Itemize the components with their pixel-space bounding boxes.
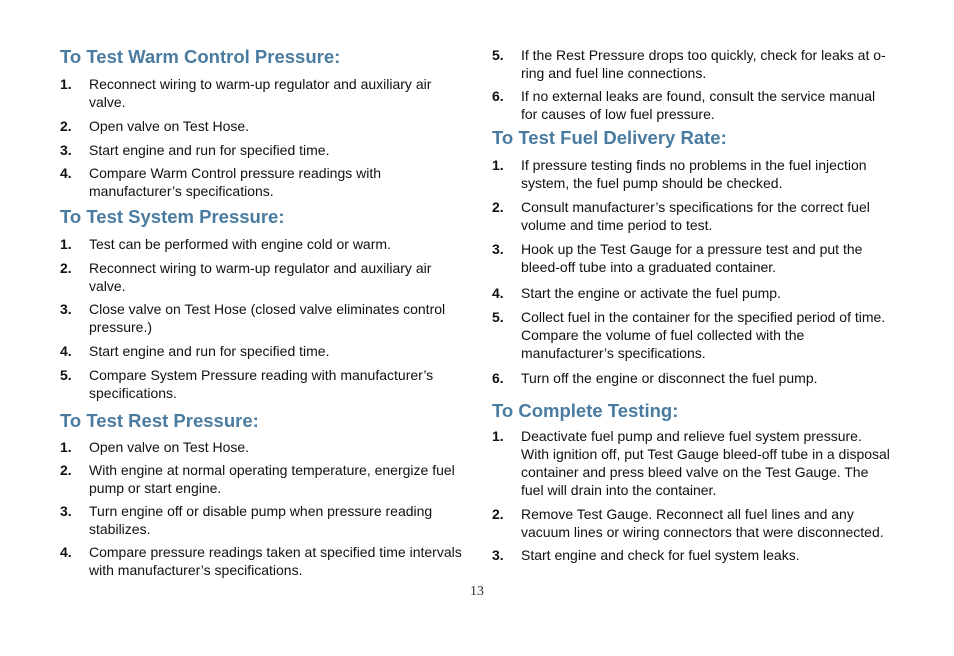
step-text: If no external leaks are found, consult the service manual for causes of low fuel pressure. — [521, 88, 876, 122]
page-number: 13 — [470, 584, 484, 599]
fuel-delivery-heading: To Test Fuel Delivery Rate: — [492, 127, 727, 148]
complete-testing-steps — [492, 427, 892, 564]
step-text: Start engine and run for specified time. — [89, 343, 330, 359]
step-text: Turn off the engine or disconnect the fuel pump. — [521, 370, 818, 386]
step-item — [492, 546, 892, 564]
step-text: Start engine and run for specified time. — [89, 142, 330, 158]
step-number: 3. — [60, 301, 72, 317]
system-pressure-heading: To Test System Pressure: — [60, 206, 285, 227]
step-number: 6. — [492, 370, 504, 386]
step-number: 1. — [492, 428, 504, 444]
step-item — [60, 461, 470, 497]
step-text: Start the engine or activate the fuel pump. — [521, 285, 781, 301]
step-text: Deactivate fuel pump and relieve fuel system pressure. With ignition off, put Test Gauge bleed-off tube in a disposal container and press bleed valve on the Test Gauge. The fuel will drain into the container. — [521, 428, 890, 498]
step-number: 3. — [60, 142, 72, 158]
step-number: 1. — [60, 439, 72, 455]
complete-testing-heading: To Complete Testing: — [492, 400, 679, 421]
step-number: 2. — [60, 260, 72, 276]
step-item — [492, 156, 892, 192]
step-text: Start engine and check for fuel system leaks. — [521, 547, 800, 563]
step-text: If the Rest Pressure drops too quickly, check for leaks at o-ring and fuel line connections. — [521, 47, 886, 81]
step-item — [492, 308, 892, 362]
fuel-delivery-steps — [492, 156, 892, 387]
step-number: 2. — [60, 462, 72, 478]
step-item — [60, 235, 470, 253]
system-pressure-steps — [60, 235, 470, 402]
step-number: 1. — [60, 76, 72, 92]
step-text: Compare System Pressure reading with manufacturer’s specifications. — [89, 367, 434, 401]
step-number: 3. — [492, 547, 504, 563]
step-text: If pressure testing finds no problems in the fuel injection system, the fuel pump should be checked. — [521, 157, 867, 191]
rest-pressure-heading: To Test Rest Pressure: — [60, 410, 259, 431]
step-text: Test can be performed with engine cold or warm. — [89, 236, 391, 252]
step-number: 2. — [492, 199, 504, 215]
step-item — [492, 505, 892, 541]
rest-pressure-steps — [60, 438, 470, 579]
step-number: 4. — [60, 165, 72, 181]
step-item — [492, 198, 892, 234]
step-text: Reconnect wiring to warm-up regulator and auxiliary air valve. — [89, 76, 432, 110]
warm-control-steps — [60, 75, 470, 200]
step-text: Collect fuel in the container for the specified period of time. Compare the volume of fuel collected with the manufacturer’s specifications. — [521, 309, 886, 361]
step-number: 4. — [60, 343, 72, 359]
step-item — [492, 284, 892, 302]
step-text: Open valve on Test Hose. — [89, 118, 250, 134]
step-text: Turn engine off or disable pump when pressure reading stabilizes. — [89, 503, 433, 537]
step-number: 5. — [492, 309, 504, 325]
step-text: Close valve on Test Hose (closed valve eliminates control pressure.) — [89, 301, 446, 335]
step-item — [60, 300, 470, 336]
step-item — [492, 427, 892, 499]
step-item — [60, 366, 470, 402]
step-text: With engine at normal operating temperature, energize fuel pump or start engine. — [89, 462, 455, 496]
step-item — [60, 259, 470, 295]
step-item — [60, 164, 470, 200]
step-number: 1. — [60, 236, 72, 252]
step-number: 1. — [492, 157, 504, 173]
step-number: 3. — [60, 503, 72, 519]
step-item — [60, 75, 470, 111]
warm-control-heading: To Test Warm Control Pressure: — [60, 46, 341, 67]
step-item — [60, 342, 470, 360]
step-item — [60, 141, 470, 159]
step-text: Hook up the Test Gauge for a pressure test and put the bleed-off tube into a graduated container. — [521, 241, 863, 275]
step-item — [60, 502, 470, 538]
rest-pressure-continued-steps — [492, 46, 892, 123]
step-text: Compare Warm Control pressure readings with manufacturer’s specifications. — [89, 165, 382, 199]
step-item — [60, 438, 470, 456]
step-number: 5. — [60, 367, 72, 383]
step-item — [492, 87, 892, 123]
step-number: 3. — [492, 241, 504, 257]
step-number: 4. — [492, 285, 504, 301]
step-item — [492, 240, 892, 276]
step-text: Open valve on Test Hose. — [89, 439, 250, 455]
step-number: 5. — [492, 47, 504, 63]
step-number: 2. — [492, 506, 504, 522]
step-number: 4. — [60, 544, 72, 560]
step-number: 6. — [492, 88, 504, 104]
step-number: 2. — [60, 118, 72, 134]
step-text: Reconnect wiring to warm-up regulator and auxiliary air valve. — [89, 260, 432, 294]
step-text: Consult manufacturer’s specifications for the correct fuel volume and time period to test. — [521, 199, 870, 233]
step-item — [60, 117, 470, 135]
step-item — [60, 543, 470, 579]
step-item — [492, 369, 892, 387]
step-text: Remove Test Gauge. Reconnect all fuel lines and any vacuum lines or wiring connectors that were disconnected. — [521, 506, 884, 540]
step-item — [492, 46, 892, 82]
step-text: Compare pressure readings taken at specified time intervals with manufacturer’s specifications. — [89, 544, 462, 578]
